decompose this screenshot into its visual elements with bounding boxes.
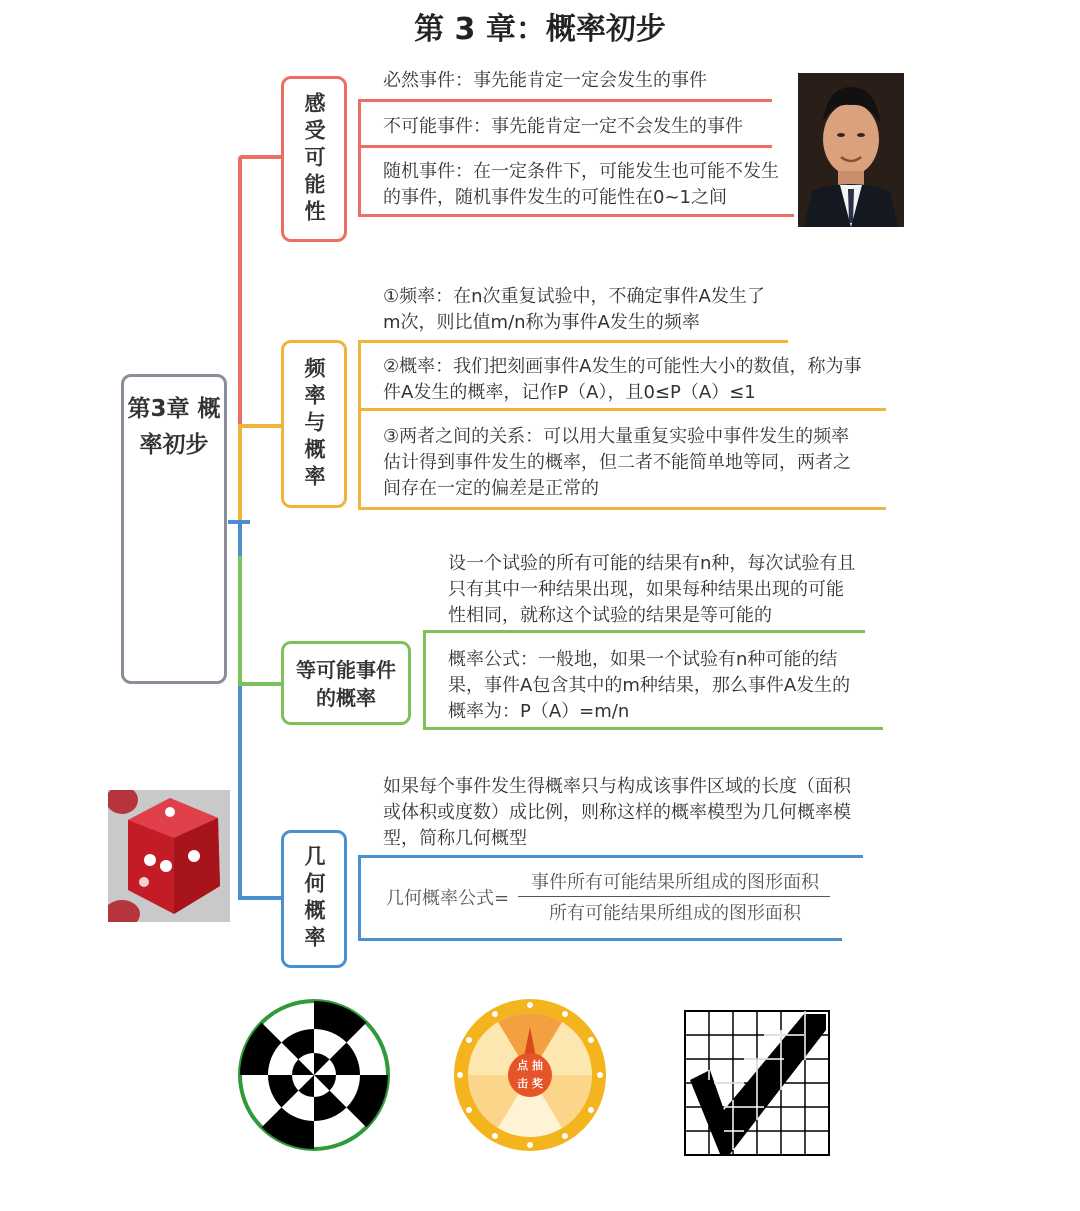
- geometric-formula: [384, 866, 834, 930]
- item-certain-event: 必然事件：事先能肯定一定会发生的事件: [383, 70, 707, 91]
- item-probability-formula: 概率公式：一般地，如果一个试验有n种可能的结果，事件A包含其中的m种结果，那么事件A发生的概率为：P（A）=m/n: [448, 649, 851, 722]
- item-geometric-model: 如果每个事件发生得概率只与构成该事件区域的长度（面积或体积或度数）成比例，则称这样的概率模型为几何概率模型，简称几何概型: [383, 776, 851, 849]
- section-possibility: [281, 76, 347, 242]
- root-node: [121, 374, 227, 684]
- grid-checkmark-figure: [684, 1010, 830, 1156]
- page-title: 第 3 章：概率初步: [414, 12, 666, 47]
- item-random-event: 随机事件：在一定条件下，可能发生也可能不发生的事件，随机事件发生的可能性在0~1之间: [383, 161, 779, 208]
- section-frequency-probability: [281, 340, 347, 508]
- section-label: 频率与概率: [302, 356, 326, 492]
- section-label: 几何概率: [302, 845, 326, 953]
- root-label: 第3章 概率初步: [127, 396, 221, 458]
- segmented-target-figure: [236, 997, 392, 1153]
- wheel-label-1: 点: [517, 1059, 529, 1072]
- item-frequency: ①频率：在n次重复试验中，不确定事件A发生了m次，则比值m/n称为事件A发生的频率: [383, 286, 765, 333]
- section-equally-likely: [281, 641, 411, 725]
- wheel-label-2: 抽: [531, 1059, 543, 1072]
- section-label: 感受可能性: [302, 91, 326, 227]
- wheel-label-4: 奖: [531, 1077, 543, 1090]
- dice-image: [108, 790, 230, 922]
- fraction-bar: [518, 896, 830, 897]
- portrait-photo: [798, 73, 904, 227]
- section-geometric-probability: [281, 830, 347, 968]
- formula-prefix: 几何概率公式=: [386, 888, 510, 909]
- item-relationship: ③两者之间的关系：可以用大量重复实验中事件发生的频率估计得到事件发生的概率，但二者不能简单地等同，两者之间存在一定的偏差是正常的: [383, 426, 851, 499]
- item-equal-outcomes: 设一个试验的所有可能的结果有n种，每次试验有且只有其中一种结果出现，如果每种结果出现的可能性相同，就称这个试验的结果是等可能的: [448, 553, 856, 626]
- formula-numerator: 事件所有可能结果所组成的图形面积: [531, 872, 819, 893]
- item-impossible-event: 不可能事件：事先能肯定一定不会发生的事件: [383, 116, 743, 137]
- lottery-wheel-figure: [452, 997, 608, 1153]
- wheel-label-3: 击: [517, 1077, 529, 1090]
- formula-denominator: 所有可能结果所组成的图形面积: [549, 903, 801, 924]
- section-label: 等可能事件的概率: [296, 658, 396, 710]
- item-probability: ②概率：我们把刻画事件A发生的可能性大小的数值，称为事件A发生的概率，记作P（A），且0≤P（A）≤1: [383, 356, 862, 403]
